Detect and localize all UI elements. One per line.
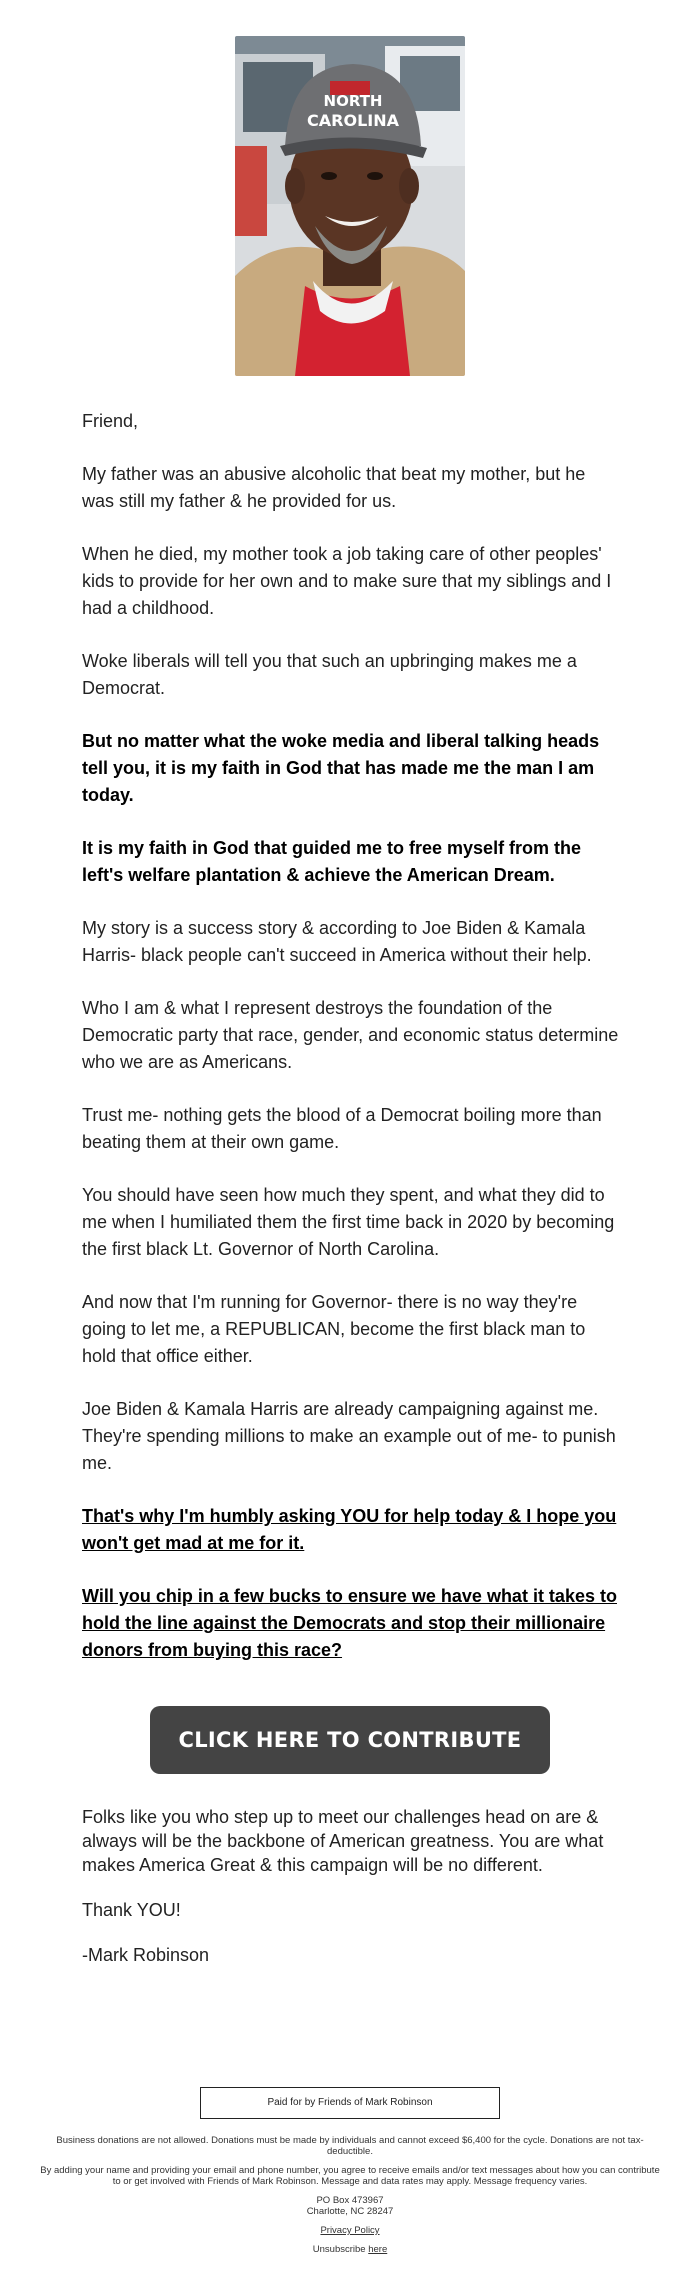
letter-paragraph: Woke liberals will tell you that such an upbringing makes me a Democrat. bbox=[82, 651, 577, 698]
footer bbox=[40, 2135, 660, 2263]
donation-notice: Business donations are not allowed. Donations must be made by individuals and cannot exceed $6,400 for the cycle. Donations are not tax-deductible. bbox=[56, 2135, 644, 2157]
address-line-2: Charlotte, NC 28247 bbox=[306, 2206, 394, 2217]
sms-notice: By adding your name and providing your email and phone number, you agree to receive emails and/or text messages about how you can contribute to or get involved with Friends of Mark Robinson. Message and data rates may apply. Message frequency varies. bbox=[40, 2165, 660, 2187]
letter-paragraph: When he died, my mother took a job taking care of other peoples' kids to provide for her own and to make sure that my siblings and I had a childhood. bbox=[82, 544, 612, 618]
closing-signature: -Mark Robinson bbox=[82, 1945, 210, 1965]
mailing-address bbox=[40, 2195, 660, 2217]
letter-paragraph-bold: But no matter what the woke media and liberal talking heads tell you, it is my faith in God that has made me the man I am today. bbox=[82, 731, 600, 805]
contribute-button[interactable]: CLICK HERE TO CONTRIBUTE bbox=[150, 1706, 550, 1774]
unsubscribe-link[interactable]: here bbox=[368, 2244, 388, 2255]
header-photo bbox=[235, 36, 465, 376]
letter-paragraph: You should have seen how much they spent, and what they did to me when I humiliated them the first time back in 2020 by becoming the first black Lt. Governor of North Carolina. bbox=[82, 1185, 615, 1259]
letter-paragraph: My story is a success story & according to Joe Biden & Kamala Harris- black people can't succeed in America without their help. bbox=[82, 918, 592, 965]
letter-paragraph: Trust me- nothing gets the blood of a Democrat boiling more than beating them at their own game. bbox=[82, 1105, 602, 1152]
closing-section bbox=[82, 1805, 622, 1988]
cta-container bbox=[150, 1706, 550, 1774]
privacy-policy-link[interactable]: Privacy Policy bbox=[320, 2225, 380, 2236]
address-line-1: PO Box 473967 bbox=[316, 2195, 384, 2206]
paid-for-box: Paid for by Friends of Mark Robinson bbox=[200, 2087, 500, 2119]
cap-text-bottom: CAROLINA bbox=[307, 111, 399, 130]
letter-paragraph: My father was an abusive alcoholic that beat my mother, but he was still my father & he provided for us. bbox=[82, 464, 586, 511]
letter-paragraph-bold: It is my faith in God that guided me to free myself from the left's welfare plantation & achieve the American Dream. bbox=[82, 838, 582, 885]
portrait-photo bbox=[235, 36, 465, 376]
letter-paragraph: Friend, bbox=[82, 411, 139, 431]
letter-body bbox=[82, 408, 622, 1690]
letter-appeal: That's why I'm humbly asking YOU for help today & I hope you won't get mad at me for it. bbox=[82, 1506, 617, 1553]
letter-paragraph: And now that I'm running for Governor- there is no way they're going to let me, a REPUBLICAN, become the first black man to hold that office either. bbox=[82, 1292, 586, 1366]
closing-paragraph: Folks like you who step up to meet our challenges head on are & always will be the backbone of American greatness. You are what makes America Great & this campaign will be no different. bbox=[82, 1807, 604, 1875]
unsubscribe-row bbox=[40, 2244, 660, 2255]
letter-appeal: Will you chip in a few bucks to ensure we have what it takes to hold the line against the Democrats and stop their millionaire donors from buying this race? bbox=[82, 1586, 617, 1660]
letter-paragraph: Joe Biden & Kamala Harris are already campaigning against me. They're spending millions to make an example out of me- to punish me. bbox=[82, 1399, 616, 1473]
cap-text-top: NORTH bbox=[323, 92, 383, 110]
unsubscribe-text: Unsubscribe bbox=[312, 2244, 366, 2255]
letter-paragraph: Who I am & what I represent destroys the foundation of the Democratic party that race, gender, and economic status determine who we are as Americans. bbox=[82, 998, 619, 1072]
closing-thanks: Thank YOU! bbox=[82, 1900, 181, 1920]
privacy-row bbox=[40, 2225, 660, 2236]
